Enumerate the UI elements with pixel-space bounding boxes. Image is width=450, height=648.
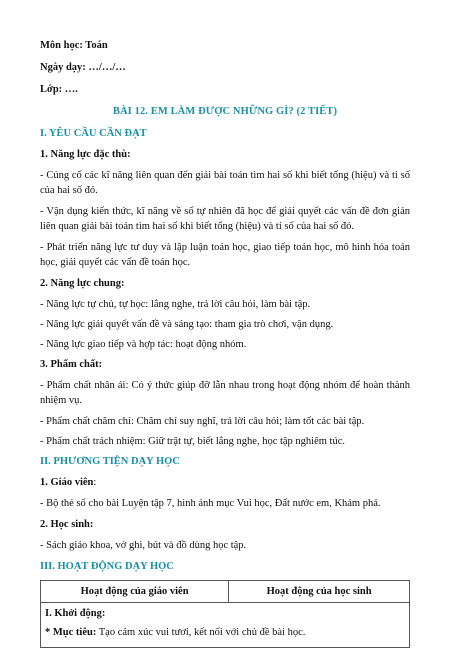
- objective-item: - Vận dụng kiến thức, kĩ năng về số tự nhiên đã học để giải quyết các vấn đề đơn giản liên quan giải bài toán tìm hai số khi biết tổng (hiệu) và tỉ số của hai số đó.: [40, 206, 410, 232]
- lesson-title: BÀI 12. EM LÀM ĐƯỢC NHỮNG GÌ? (2 TIẾT): [112, 106, 338, 117]
- date-line: Ngày dạy: …/…/…: [40, 62, 126, 73]
- objective-item: - Phát triển năng lực tư duy và lập luận toán học, giao tiếp toán học, mô hình hóa toán học, giải quyết các vấn đề toán học.: [40, 242, 410, 268]
- subject-line: Môn học: Toán: [40, 40, 108, 51]
- grade-line: Lớp: ….: [40, 84, 78, 95]
- competence-item: - Năng lực giao tiếp và hợp tác: hoạt động nhóm.: [40, 339, 247, 350]
- section-heading-materials: II. PHƯƠNG TIỆN DẠY HỌC: [40, 456, 180, 467]
- table-row: [41, 603, 410, 648]
- quality-item: - Phẩm chất chăm chỉ: Chăm chỉ suy nghĩ, trả lời câu hỏi; làm tốt các bài tập.: [40, 416, 365, 427]
- warmup-title: I. Khởi động:: [45, 608, 106, 619]
- warmup-goal: [45, 625, 405, 640]
- goal-label: * Mục tiêu:: [45, 627, 97, 638]
- subheading-qualities: 3. Phẩm chất:: [40, 359, 103, 370]
- competence-item: - Năng lực giải quyết vấn đề và sáng tạo: tham gia trò chơi, vận dụng.: [40, 319, 334, 330]
- activities-table: [40, 580, 410, 648]
- quality-item: - Phẩm chất nhân ái: Có ý thức giúp đỡ lẫn nhau trong hoạt động nhóm để hoàn thành nhiệm vụ.: [40, 380, 410, 406]
- subheading-specific-competence: 1. Năng lực đặc thù:: [40, 149, 131, 160]
- competence-item: - Năng lực tự chủ, tự học: lắng nghe, trả lời câu hỏi, làm bài tập.: [40, 299, 311, 310]
- lesson-plan-content: [40, 38, 410, 648]
- subheading-teacher: [40, 475, 410, 490]
- objective-item: - Củng cố các kĩ năng liên quan đến giải bài toán tìm hai số khi biết tổng (hiệu) và tỉ số của hai số đó.: [40, 170, 410, 196]
- section-heading-activities: III. HOẠT ĐỘNG DẠY HỌC: [40, 561, 174, 572]
- table-header-row: [41, 581, 410, 603]
- teacher-heading-colon: :: [93, 477, 97, 488]
- student-material-item: - Sách giáo khoa, vở ghi, bút và đồ dùng học tập.: [40, 540, 247, 551]
- section-heading-objectives: I. YÊU CẦU CẦN ĐẠT: [40, 128, 147, 139]
- table-cell-warmup: [41, 603, 410, 648]
- subheading-general-competence: 2. Năng lực chung:: [40, 278, 125, 289]
- quality-item: - Phẩm chất trách nhiệm: Giữ trật tự, biết lắng nghe, học tập nghiêm túc.: [40, 436, 346, 447]
- subheading-student: 2. Học sinh:: [40, 519, 94, 530]
- goal-text: Tạo cảm xúc vui tươi, kết nối với chủ đề bài học.: [96, 627, 306, 638]
- teacher-heading-text: 1. Giáo viên: [40, 477, 94, 488]
- col-header-student: Hoạt động của học sinh: [229, 581, 410, 603]
- col-header-teacher: Hoạt động của giáo viên: [41, 581, 229, 603]
- teacher-material-item: - Bộ thẻ số cho bài Luyện tập 7, hình ảnh mục Vui học, Đất nước em, Khám phá.: [40, 498, 381, 509]
